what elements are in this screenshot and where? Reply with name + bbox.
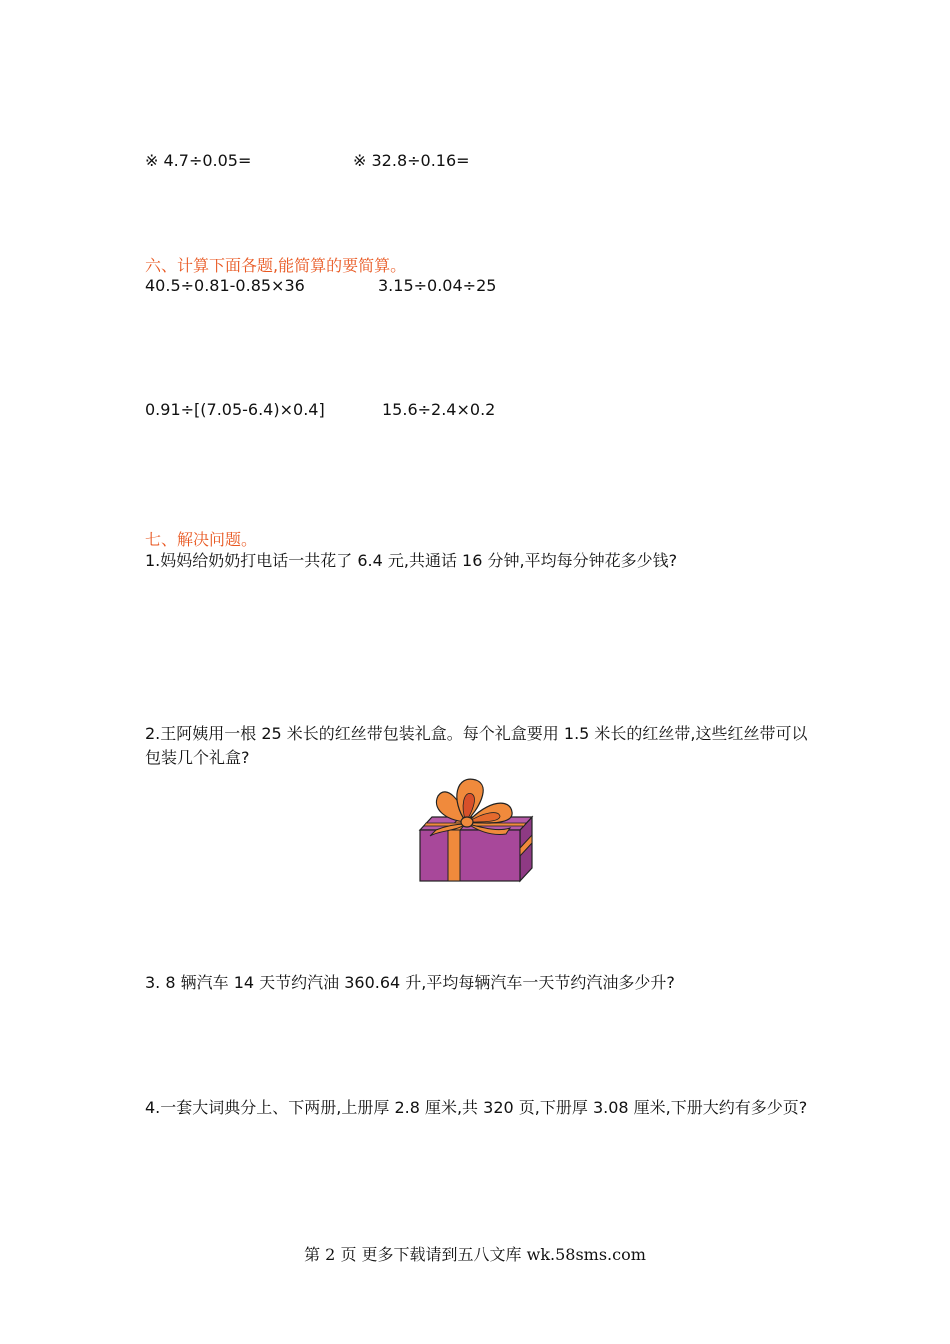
calc-item-32-8-div-0-16: ※ 32.8÷0.16= <box>353 151 470 170</box>
expression-4: 15.6÷2.4×0.2 <box>382 400 496 419</box>
problem-1: 1.妈妈给奶奶打电话一共花了 6.4 元,共通话 16 分钟,平均每分钟花多少钱? <box>145 551 678 570</box>
calc-item-4-7-div-0-05: ※ 4.7÷0.05= <box>145 151 252 170</box>
page-footer: 第 2 页 更多下载请到五八文库 wk.58sms.com <box>304 1245 646 1264</box>
section-7-heading: 七、解决问题。 <box>145 530 258 549</box>
section-6-heading: 六、计算下面各题,能简算的要简算。 <box>145 256 407 275</box>
expression-1: 40.5÷0.81-0.85×36 <box>145 276 305 295</box>
problem-4: 4.一套大词典分上、下两册,上册厚 2.8 厘米,共 320 页,下册厚 3.08 厘米,下册大约有多少页? <box>145 1098 808 1117</box>
problem-2: 2.王阿姨用一根 25 米长的红丝带包装礼盒。每个礼盒要用 1.5 米长的红丝带,这些红丝带可以包装几个礼盒? <box>145 724 808 767</box>
expression-3: 0.91÷[(7.05-6.4)×0.4] <box>145 400 325 419</box>
gift-box-icon <box>414 770 534 885</box>
expression-2: 3.15÷0.04÷25 <box>378 276 497 295</box>
problem-3: 3. 8 辆汽车 14 天节约汽油 360.64 升,平均每辆汽车一天节约汽油多少升? <box>145 973 675 992</box>
